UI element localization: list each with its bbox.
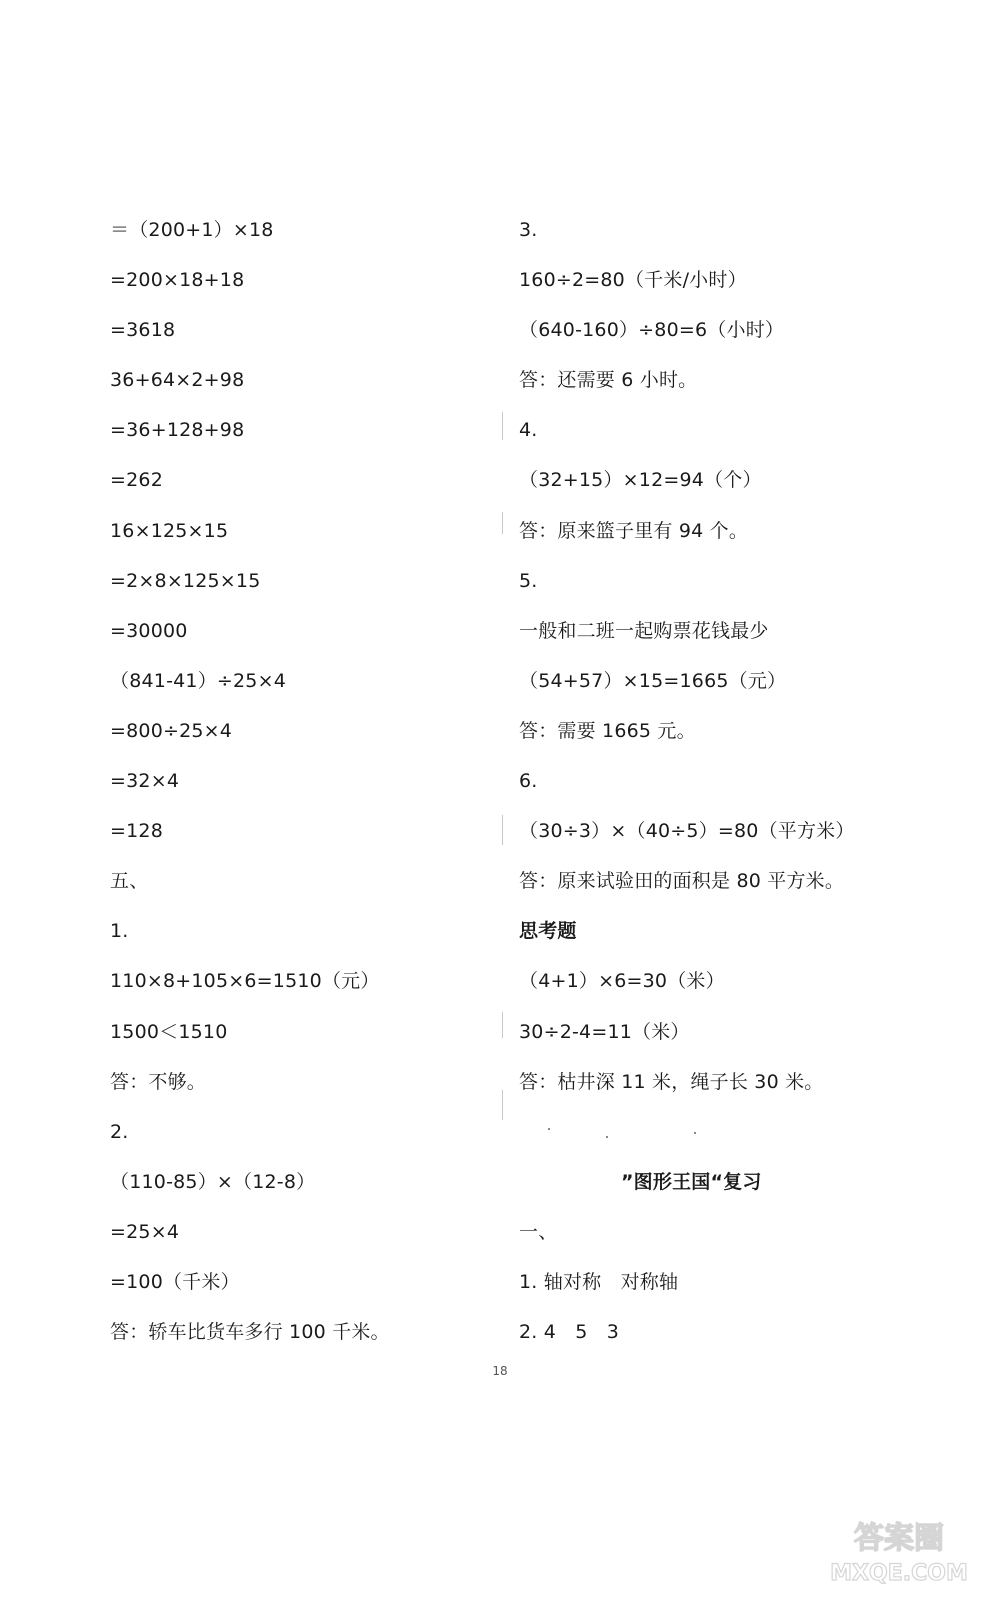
watermark-bottom-text: MXQE.COM bbox=[830, 1561, 968, 1586]
right-line: 30÷2-4=11（米） bbox=[519, 1020, 690, 1043]
blank-line bbox=[519, 1114, 939, 1164]
question-number: 4. bbox=[519, 419, 538, 442]
left-line: =30000 bbox=[110, 619, 188, 642]
section-heading: 一、 bbox=[519, 1220, 558, 1243]
question-number: 6. bbox=[519, 770, 538, 793]
section-heading: 五、 bbox=[110, 870, 149, 893]
scan-mark bbox=[502, 1012, 503, 1038]
left-line: （841-41）÷25×4 bbox=[110, 669, 287, 692]
left-line: =200×18+18 bbox=[110, 269, 245, 292]
right-line: （32+15）×12=94（个） bbox=[519, 469, 762, 492]
left-line: =262 bbox=[110, 469, 163, 492]
left-column bbox=[110, 212, 490, 1364]
right-line: （640-160）÷80=6（小时） bbox=[519, 319, 785, 342]
scan-mark bbox=[694, 1132, 696, 1134]
watermark-logo bbox=[824, 1510, 974, 1586]
left-line: =25×4 bbox=[110, 1220, 180, 1243]
scan-mark bbox=[502, 815, 503, 845]
left-line: =100（千米） bbox=[110, 1270, 240, 1293]
answer-line: 答：轿车比货车多行 100 千米。 bbox=[110, 1321, 390, 1344]
left-line: 1500＜1510 bbox=[110, 1020, 228, 1043]
left-line: =128 bbox=[110, 820, 163, 843]
scan-mark bbox=[606, 1136, 608, 1138]
right-line: （30÷3）×（40÷5）=80（平方米） bbox=[519, 820, 855, 843]
right-line: 2. 4 5 3 bbox=[519, 1321, 620, 1344]
left-line: =2×8×125×15 bbox=[110, 569, 261, 592]
answer-line: 答：原来试验田的面积是 80 平方米。 bbox=[519, 870, 845, 893]
right-line: 一般和二班一起购票花钱最少 bbox=[519, 619, 769, 642]
right-line: （4+1）×6=30（米） bbox=[519, 970, 725, 993]
left-line: 110×8+105×6=1510（元） bbox=[110, 970, 380, 993]
thinking-question-heading: 思考题 bbox=[519, 920, 577, 943]
question-number: 2. bbox=[110, 1120, 129, 1143]
right-line: （54+57）×15=1665（元） bbox=[519, 669, 787, 692]
right-line: 1. 轴对称 对称轴 bbox=[519, 1270, 679, 1293]
left-line: 16×125×15 bbox=[110, 519, 229, 542]
left-line: 36+64×2+98 bbox=[110, 369, 245, 392]
question-number: 3. bbox=[519, 219, 538, 241]
left-line: =3618 bbox=[110, 319, 176, 342]
right-column bbox=[519, 212, 939, 1364]
page-number: 18 bbox=[492, 1364, 508, 1378]
answer-line: 答：枯井深 11 米，绳子长 30 米。 bbox=[519, 1070, 824, 1093]
left-line: =32×4 bbox=[110, 770, 180, 793]
left-line: =800÷25×4 bbox=[110, 719, 233, 742]
section-title: ”图形王国“复习 bbox=[621, 1170, 762, 1193]
answer-line: 答：不够。 bbox=[110, 1070, 207, 1093]
scan-mark bbox=[548, 1128, 550, 1130]
left-line: ＝（200+1）×18 bbox=[110, 219, 274, 241]
scan-mark bbox=[502, 512, 503, 534]
answer-line: 答：原来篮子里有 94 个。 bbox=[519, 519, 749, 542]
right-line: 160÷2=80（千米/小时） bbox=[519, 269, 747, 292]
watermark-top-text: 答案圈 bbox=[854, 1521, 944, 1556]
answer-line: 答：还需要 6 小时。 bbox=[519, 369, 698, 392]
scan-mark bbox=[502, 1090, 503, 1120]
scan-mark bbox=[502, 412, 503, 440]
answer-line: 答：需要 1665 元。 bbox=[519, 719, 696, 742]
question-number: 1. bbox=[110, 920, 129, 943]
left-line: （110-85）×（12-8） bbox=[110, 1170, 316, 1193]
left-line: =36+128+98 bbox=[110, 419, 245, 442]
question-number: 5. bbox=[519, 569, 538, 592]
